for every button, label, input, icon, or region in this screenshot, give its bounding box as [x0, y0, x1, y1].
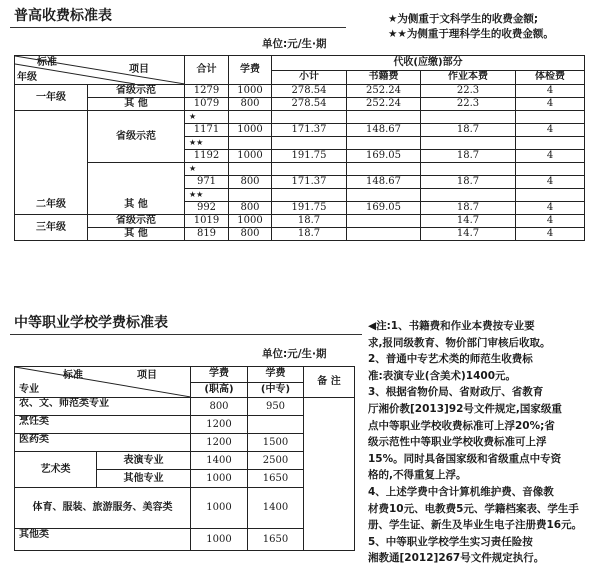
cell: 800 — [229, 228, 272, 241]
cell: 278.54 — [272, 98, 347, 111]
cell — [229, 137, 272, 150]
note-line: 2、普通中专艺术类的师范生收费标 — [368, 353, 533, 366]
table-row — [15, 228, 585, 241]
table1-title: 普高收费标准表 — [14, 8, 112, 24]
major-name: 农、文、师范类专业 — [15, 398, 191, 416]
grade-3: 三年级 — [15, 215, 88, 241]
table-row — [15, 163, 585, 176]
cell: 971 — [185, 176, 229, 189]
cell — [421, 163, 516, 176]
diag-header — [15, 367, 191, 398]
col-zhigao: (职高) — [191, 382, 248, 398]
cell: 14.7 — [421, 228, 516, 241]
col-tijian: 体检费 — [516, 70, 585, 85]
cell: 1171 — [185, 124, 229, 137]
cell: 1000 — [229, 150, 272, 163]
cell — [229, 189, 272, 202]
cell — [272, 163, 347, 176]
cell: 4 — [516, 228, 585, 241]
cell: 1000 — [229, 124, 272, 137]
cell: 819 — [185, 228, 229, 241]
cell: 800 — [229, 202, 272, 215]
cell — [347, 163, 421, 176]
cell — [516, 137, 585, 150]
note-line: 册、学生证、新生及毕业生电子注册费16元。 — [368, 519, 583, 532]
cell: 950 — [248, 398, 304, 416]
cell: 18.7 — [421, 176, 516, 189]
title-rule — [10, 334, 362, 335]
note-line: 格的,不得重复上浮。 — [368, 469, 467, 482]
major-name: 其他类 — [15, 529, 191, 551]
cell: 191.75 — [272, 150, 347, 163]
cell — [516, 111, 585, 124]
note-line: 求,报同级教育、物价部门审核后收取。 — [368, 336, 551, 349]
cell — [421, 189, 516, 202]
title-rule — [10, 27, 346, 28]
table-row — [15, 98, 585, 111]
table2-title: 中等职业学校学费标准表 — [14, 315, 168, 331]
note-line: 3、根据省物价局、省财政厅、省教育 — [368, 386, 544, 399]
legend-line-1: ★为侧重于文科学生的收费金额; — [388, 13, 539, 25]
cell: 1650 — [248, 470, 304, 488]
cell: 1192 — [185, 150, 229, 163]
cell: 1200 — [191, 416, 248, 434]
sub-label: 省级示范 — [88, 111, 185, 163]
table1-unit: 单位:元/生·期 — [262, 38, 327, 50]
cell: 22.3 — [421, 85, 516, 98]
diag-line — [15, 367, 191, 397]
cell — [272, 137, 347, 150]
sub-label: 其 他 — [88, 228, 185, 241]
cell: 992 — [185, 202, 229, 215]
cell: 148.67 — [347, 124, 421, 137]
cell: 1400 — [248, 488, 304, 529]
cell: 252.24 — [347, 98, 421, 111]
col-xuefei: 学费 — [229, 56, 272, 85]
col-xuefei: 学费 — [191, 367, 248, 383]
col-heji: 合计 — [185, 56, 229, 85]
col-xiaoji: 小计 — [272, 70, 347, 85]
col-shuji: 书籍费 — [347, 70, 421, 85]
cell: 800 — [191, 398, 248, 416]
col-zuoye: 作业本费 — [421, 70, 516, 85]
col-xuefei: 学费 — [248, 367, 304, 383]
cell: 22.3 — [421, 98, 516, 111]
cell — [347, 111, 421, 124]
label-xiangmu: 项目 — [129, 64, 149, 75]
cell: 4 — [516, 202, 585, 215]
cell: 4 — [516, 176, 585, 189]
major-name: 体育、服装、旅游服务、美容类 — [15, 488, 191, 529]
cell: 4 — [516, 85, 585, 98]
sub-major: 表演专业 — [97, 452, 191, 470]
star-mark: ★★ — [185, 137, 229, 150]
sub-major: 其他专业 — [97, 470, 191, 488]
cell: 171.37 — [272, 176, 347, 189]
cell: 18.7 — [272, 215, 347, 228]
grade-1: 一年级 — [15, 85, 88, 111]
cell — [347, 189, 421, 202]
cell: 4 — [516, 98, 585, 111]
cell: 1279 — [185, 85, 229, 98]
cell: 169.05 — [347, 202, 421, 215]
cell: 148.67 — [347, 176, 421, 189]
cell — [248, 416, 304, 434]
label-biaozhun: 标准 — [37, 57, 57, 68]
cell: 169.05 — [347, 150, 421, 163]
cell: 800 — [229, 98, 272, 111]
grade-2: 二年级 — [15, 111, 88, 215]
cell: 4 — [516, 150, 585, 163]
major-name: 烹饪类 — [15, 416, 191, 434]
cell — [347, 137, 421, 150]
legend — [388, 12, 554, 42]
diag-header — [15, 56, 185, 85]
cell: 171.37 — [272, 124, 347, 137]
cell: 14.7 — [421, 215, 516, 228]
cell — [421, 137, 516, 150]
table-row — [15, 215, 585, 228]
cell: 18.7 — [421, 202, 516, 215]
cell — [516, 163, 585, 176]
label-biaozhun: 标准 — [63, 370, 83, 381]
sub-label: 其 他 — [88, 98, 185, 111]
note-line: 5、中等职业学校学生实习责任险按 — [368, 535, 533, 548]
cell: 191.75 — [272, 202, 347, 215]
table1 — [14, 55, 585, 241]
cell: 1200 — [191, 434, 248, 452]
cell: 278.54 — [272, 85, 347, 98]
cell: 1000 — [191, 470, 248, 488]
cell: 4 — [516, 215, 585, 228]
col-zhongzhuan: (中专) — [248, 382, 304, 398]
note-line: 15%。同时具备国家级和省级重点中专资 — [368, 452, 562, 465]
star-mark: ★ — [185, 163, 229, 176]
cell — [229, 163, 272, 176]
note-line: 湘教通[2012]267号文件规定执行。 — [368, 552, 545, 565]
note-line: 点中等职业学校收费标准可上浮20%;省 — [368, 419, 555, 432]
label-zhuanye: 专业 — [19, 384, 39, 395]
cell: 1000 — [191, 529, 248, 551]
table-row — [15, 398, 355, 416]
cell — [421, 111, 516, 124]
cell: 1400 — [191, 452, 248, 470]
sub-label: 其 他 — [88, 163, 185, 215]
cell: 18.7 — [421, 150, 516, 163]
cell: 1650 — [248, 529, 304, 551]
note-line: 厅湘价教[2013]92号文件规定,国家级重 — [368, 402, 562, 415]
cell: 1500 — [248, 434, 304, 452]
cell: 4 — [516, 124, 585, 137]
star-mark: ★★ — [185, 189, 229, 202]
label-nianji: 年级 — [17, 72, 37, 83]
note-line: 级示范性中等职业学校收费标准可上浮 — [368, 436, 547, 449]
major-name: 医药类 — [15, 434, 191, 452]
table2-unit: 单位:元/生·期 — [262, 348, 327, 360]
table-row — [15, 85, 585, 98]
cell: 252.24 — [347, 85, 421, 98]
cell — [347, 228, 421, 241]
cell: 1000 — [229, 85, 272, 98]
cell: 1079 — [185, 98, 229, 111]
cell: 1000 — [229, 215, 272, 228]
note-line: 4、上述学费中含计算机维护费、音像教 — [368, 485, 554, 498]
cell: 1019 — [185, 215, 229, 228]
note-line: ◀注:1、书籍费和作业本费按专业要 — [368, 320, 535, 332]
cell — [516, 189, 585, 202]
col-beizhu: 备 注 — [304, 367, 355, 398]
cell: 800 — [229, 176, 272, 189]
cell: 18.7 — [421, 124, 516, 137]
note-line: 准:表演专业(含美术)1400元。 — [368, 369, 517, 382]
legend-line-2: ★★为侧重于理科学生的收费金额。 — [388, 28, 554, 40]
cell: 2500 — [248, 452, 304, 470]
major-name: 艺术类 — [15, 452, 97, 488]
table2 — [14, 366, 355, 551]
cell — [272, 111, 347, 124]
cell — [229, 111, 272, 124]
label-xiangmu: 项目 — [137, 370, 157, 381]
cell: 18.7 — [272, 228, 347, 241]
note-line: 材费10元、电教费5元、学籍档案表、学生手 — [368, 502, 579, 515]
table-row — [15, 111, 585, 124]
star-mark: ★ — [185, 111, 229, 124]
cell: 1000 — [191, 488, 248, 529]
notes — [368, 318, 594, 567]
remark-cell — [304, 398, 355, 551]
col-daishou: 代收(应缴)部分 — [272, 56, 585, 71]
cell — [272, 189, 347, 202]
cell — [347, 215, 421, 228]
sub-label: 省级示范 — [88, 85, 185, 98]
sub-label: 省级示范 — [88, 215, 185, 228]
